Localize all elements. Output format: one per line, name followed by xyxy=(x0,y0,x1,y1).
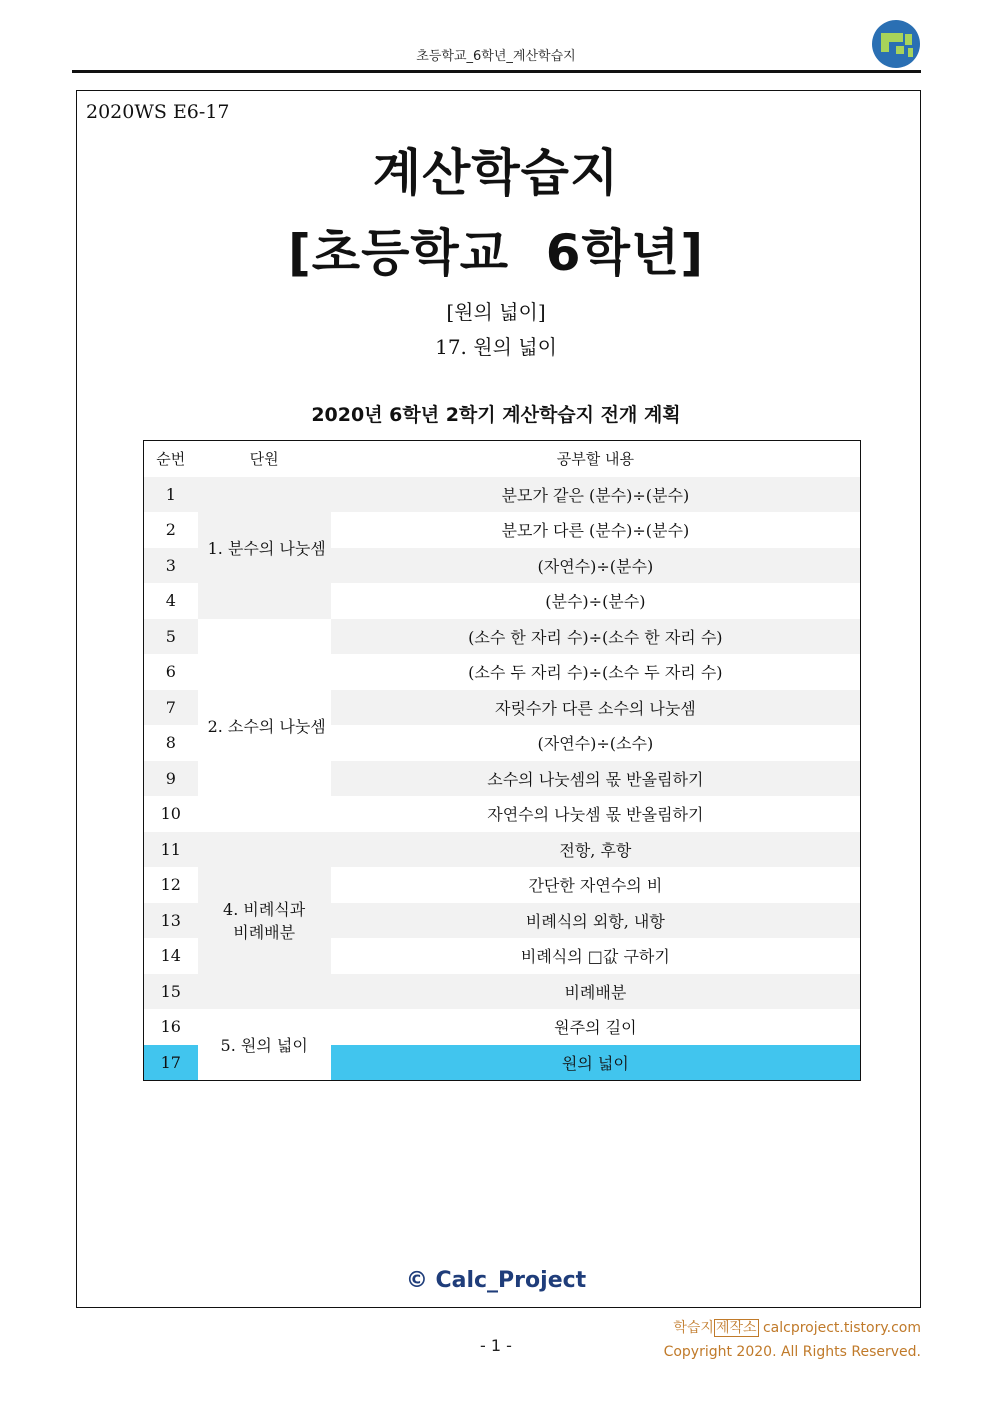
row-number: 14 xyxy=(144,938,198,974)
footer-site-line xyxy=(664,1316,921,1340)
row-content: 자연수의 나눗셈 몫 반올림하기 xyxy=(331,796,861,832)
row-number: 12 xyxy=(144,867,198,903)
copyright: © Calc_Project xyxy=(405,1268,587,1293)
row-content: 비례식의 □값 구하기 xyxy=(331,938,861,974)
row-number: 2 xyxy=(144,512,198,548)
row-content: 분모가 다른 (분수)÷(분수) xyxy=(331,512,861,548)
row-number: 16 xyxy=(144,1009,198,1045)
row-number: 7 xyxy=(144,690,198,726)
footer-site-url[interactable]: calcproject.tistory.com xyxy=(762,1320,921,1336)
table-row xyxy=(144,1009,861,1045)
row-number: 17 xyxy=(144,1045,198,1081)
unit-cell: 2. 소수의 나눗셈 xyxy=(198,619,331,832)
row-content: (자연수)÷(소수) xyxy=(331,725,861,761)
row-content: (분수)÷(분수) xyxy=(331,583,861,619)
table-row xyxy=(144,619,861,655)
unit-cell: 5. 원의 넓이 xyxy=(198,1009,331,1081)
row-content: 소수의 나눗셈의 몫 반올림하기 xyxy=(331,761,861,797)
footer-credits xyxy=(664,1316,921,1364)
header-unit: 단원 xyxy=(249,450,279,469)
grade-title: [초등학교 6학년] xyxy=(287,224,705,282)
row-content: 원주의 길이 xyxy=(331,1009,861,1045)
unit-label-line1: 4. 비례식과 xyxy=(223,900,306,920)
row-number: 9 xyxy=(144,761,198,797)
row-number: 1 xyxy=(144,477,198,513)
row-number: 10 xyxy=(144,796,198,832)
unit-label-line2: 비례배분 xyxy=(233,923,296,943)
row-content: 간단한 자연수의 비 xyxy=(331,867,861,903)
row-number: 8 xyxy=(144,725,198,761)
plan-title: 2020년 6학년 2학기 계산학습지 전개 계획 xyxy=(311,404,681,426)
row-content: 전항, 후항 xyxy=(331,832,861,868)
table-header-row xyxy=(144,441,861,477)
table-row xyxy=(144,477,861,513)
lesson-subtitle: 17. 원의 넓이 xyxy=(435,335,557,359)
row-content: 분모가 같은 (분수)÷(분수) xyxy=(331,477,861,513)
row-content: 비례배분 xyxy=(331,974,861,1010)
header-content: 공부할 내용 xyxy=(556,450,634,469)
unit-cell xyxy=(198,832,331,1010)
row-content: (소수 한 자리 수)÷(소수 한 자리 수) xyxy=(331,619,861,655)
row-content: 비례식의 외항, 내항 xyxy=(331,903,861,939)
row-content: 원의 넓이 xyxy=(331,1045,861,1081)
row-number: 11 xyxy=(144,832,198,868)
unit-cell: 1. 분수의 나눗셈 xyxy=(198,477,331,619)
table-row xyxy=(144,832,861,868)
row-number: 13 xyxy=(144,903,198,939)
row-number: 15 xyxy=(144,974,198,1010)
study-plan-table xyxy=(143,440,861,1081)
document-code: 2020WS E6-17 xyxy=(86,101,230,123)
topic-subtitle: [원의 넓이] xyxy=(446,300,546,324)
row-number: 5 xyxy=(144,619,198,655)
header-number: 순번 xyxy=(156,450,186,469)
footer-site-boxed: 제작소 xyxy=(715,1320,757,1336)
row-content: (자연수)÷(분수) xyxy=(331,548,861,584)
row-number: 4 xyxy=(144,583,198,619)
calc-project-logo-icon xyxy=(872,20,920,68)
row-number: 3 xyxy=(144,548,198,584)
row-content: 자릿수가 다른 소수의 나눗셈 xyxy=(331,690,861,726)
footer-rights: Copyright 2020. All Rights Reserved. xyxy=(663,1344,921,1360)
footer-site-prefix: 학습지 xyxy=(673,1320,714,1336)
page-number: - 1 - xyxy=(480,1336,512,1355)
header-title: 초등학교_6학년_계산학습지 xyxy=(416,49,576,64)
row-content: (소수 두 자리 수)÷(소수 두 자리 수) xyxy=(331,654,861,690)
row-number: 6 xyxy=(144,654,198,690)
header-rule xyxy=(72,70,921,73)
main-title: 계산학습지 xyxy=(372,144,620,202)
